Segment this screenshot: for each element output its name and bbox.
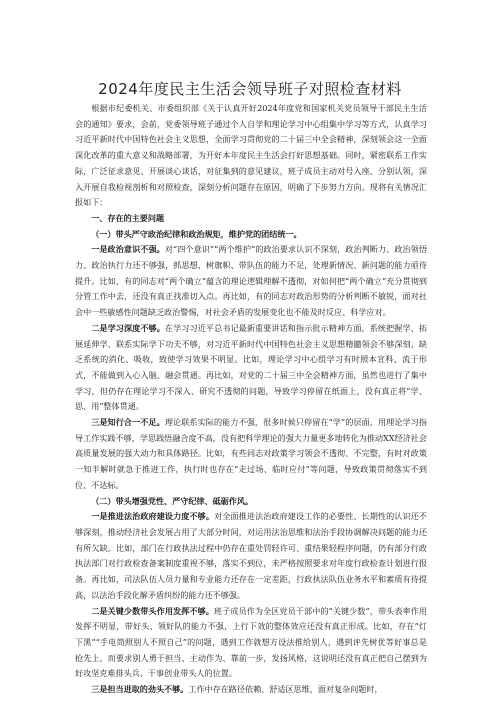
- paragraph-key-minority: [75, 604, 427, 683]
- section-heading-problems: 一、存在的主要问题: [91, 212, 165, 223]
- paragraph-lead: 三是知行合一不足。: [91, 417, 165, 428]
- paragraph-text: 工作中存在路径依赖、舒适区思维，面对复杂问题时，: [188, 684, 383, 695]
- subsection-heading-2: （二）带头增强党性、严守纪律、砥砺作风。: [91, 495, 254, 506]
- intro-paragraph: 根据市纪委机关、市委组织部《关于认真开好2024年度党和国家机关党员领导干部民主生活会的通知》要求，会前，党委领导班子通过个人自学和理论学习中心组集中学习等方式，认真学习习近平新时代中国特色社会主义思想，全面学习贯彻党的二十届三中全会精神，深刻领会这一全面深化改革的重大意义和战略部署，为开好本年度民主生活会打好思想基础。同时，紧密联系工作实际，广泛征求意见、开展谈心谈话，对征集到的意见建议，班子成员主动对号入座、分别认领，深入开展自我检视剖析和对照检查，深刻分析问题存在原因，明确了下步努力方向。现将有关情况汇报如下：: [75, 103, 427, 208]
- paragraph-lead: 二是学习深度不够。: [91, 322, 165, 333]
- subsection-heading-1: （一）带头严守政治纪律和政治规矩，维护党的团结统一。: [91, 228, 302, 239]
- paragraph-lead: 二是关键少数带头作用发挥不够。: [91, 605, 214, 616]
- paragraph-lead: 三是担当进取的劲头不够。: [91, 684, 189, 695]
- paragraph-initiative: [75, 682, 427, 698]
- paragraph-lead: 一是政治意识不强。: [91, 244, 165, 255]
- paragraph-text: 在学习习近平总书记最新重要讲话和指示批示精神方面，系统把握学、拓展延伸学、联系实际学下功夫不够，对习近平新时代中国特色社会主义思想精髓领会不够深刻，缺乏系统的消化、吸收，致使学习效果不明显。比如，理论学习中心组学习有时照本宣科、流于形式，不能做到入心入脑、融会贯通。再比如，对党的二十届三中全会精神方面，虽然也进行了集中学习，但仍存在理论学习不深入、研究不透彻的问题，导致学习停留在纸面上，没有真正将“学、思、用”整体贯通。: [75, 322, 427, 412]
- document-body: [75, 101, 427, 698]
- paragraph-political-awareness: [75, 242, 427, 321]
- paragraph-text: 理论联系实际的能力不强，很多时候只停留在“学”的层面，用理论学习指导工作实践不够，学思践悟融合度不高，没有把科学理论的强大力量更多地转化为推动XX经济社会高质量发展的强大动力和具体路径。比如，有些同志对政策学习领会不透彻、不完整，有时对政策一知半解时就急于推进工作，执行时也存在“走过场、临时应付”等问题，导致政策贯彻落实不到位、不达标。: [75, 417, 427, 490]
- paragraph-rule-of-law: [75, 509, 427, 603]
- document-title: 2024年度民主生活会领导班子对照检查材料: [98, 80, 402, 98]
- paragraph-text: 班子成员作为全区党员干部中的“关键少数”，带头表率作用发挥不明显，带好头、领好队的能力不强，上行下效的整体效应还没有真正形成。比如，存在“灯下黑”“手电筒照别人不照自己”的问题，遇到工作就想方设法推给别人，遇到评先树优等好事总是抢先上，而要求别人勇于担当、主动作为、靠前一步，发扬风格，这说明还没有真正把自己摆到为好攻坚克难排头兵、干事创业带头人的位置。: [75, 605, 427, 679]
- paragraph-text: 对“四个意识”“两个维护”的政治要求认识不深刻，政治判断力、政治领悟力、政治执行力还不够强，抓思想、树旗帜、带队伍的能力不足，处理新情况、新问题的能力亟待提升。比如，有的同志对“两个确立”蕴含的理论逻辑理解不透彻，对如何把“两个确立”充分贯彻到分管工作中去，还没有真正找准切入点。再比如，有的同志对政治形势的分析判断不敏锐，面对社会中一些敏感性问题缺乏政治警惕，对社会矛盾的发展变化也不能及时反应、科学应对。: [75, 244, 427, 318]
- paragraph-study-depth: [75, 321, 427, 415]
- paragraph-text: 对全面推进法治政府建设工作的必要性、长期性的认识还不够深刻，推动经济社会发展占用了大部分时间，对运用法治思维和法治手段协调解决问题的能力还有所欠缺。比如，部门在行政执法过程中仍存在重处罚轻许可、重结果轻程序问题，仍有部分行政执法部门对行政检查备案制度重视不够，落实不到位，未严格按照要求对年度行政检查计划进行报备。再比如，司法队伍人员力量和专业能力还存在一定差距，行政执法队伍业务水平和素质有待提高，以法治手段化解矛盾纠纷的能力还不够强。: [75, 511, 427, 600]
- paragraph-lead: 一是推进法治政府建设力度不够。: [91, 511, 215, 522]
- paragraph-knowledge-action: [75, 415, 427, 494]
